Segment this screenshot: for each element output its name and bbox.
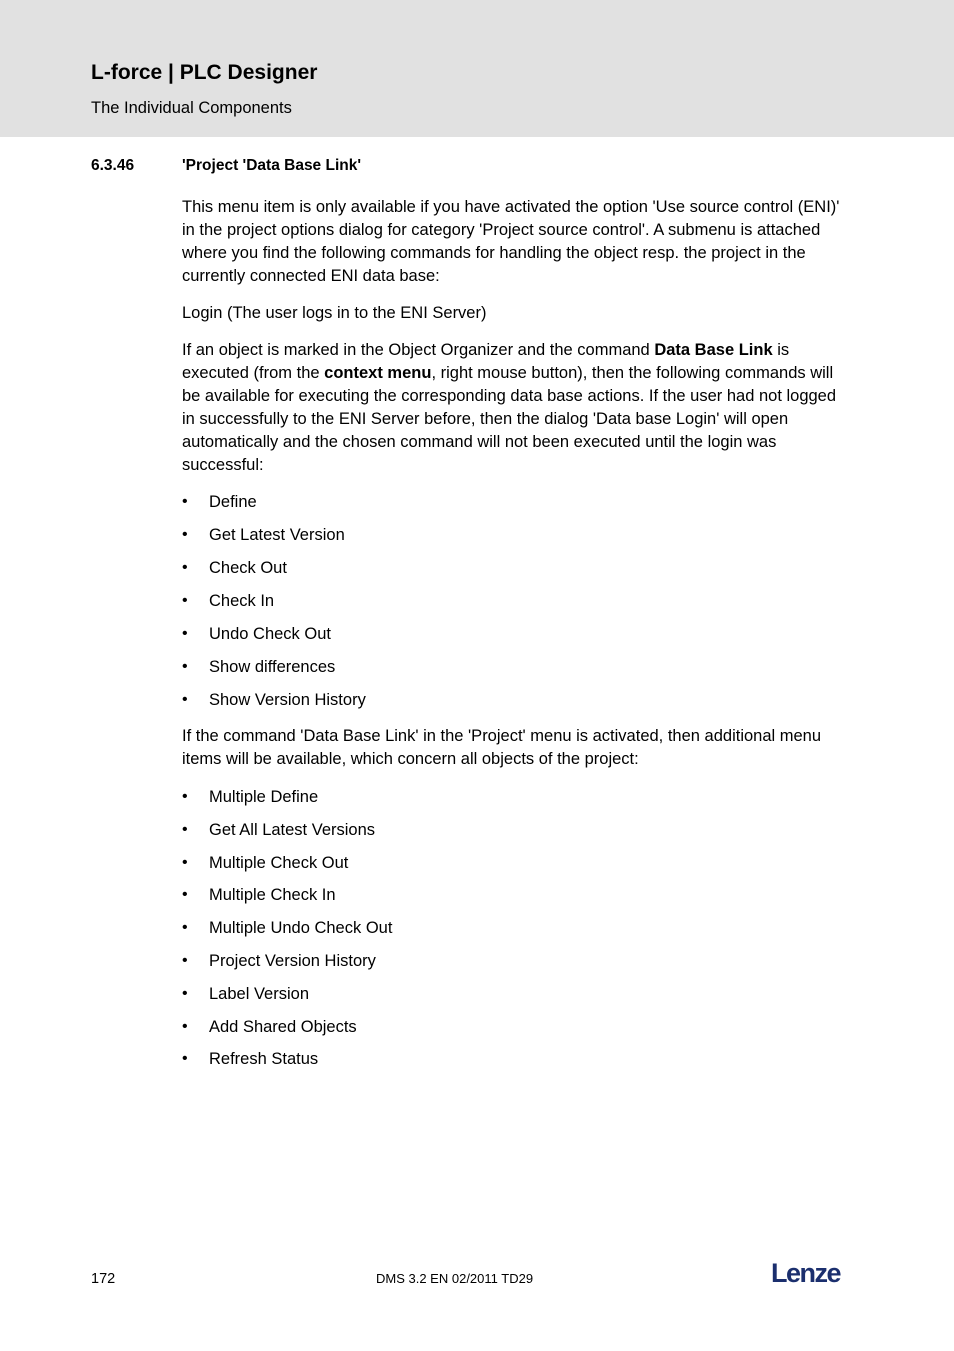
bullet-icon: •	[182, 625, 188, 642]
list-item-label: Multiple Define	[209, 788, 319, 806]
list-item-label: Show Version History	[209, 691, 366, 709]
project-commands-list	[182, 786, 842, 1081]
list-item	[182, 1048, 842, 1070]
list-item	[182, 689, 842, 711]
list-item	[182, 884, 842, 906]
list-item-label: Multiple Check Out	[209, 853, 349, 872]
list-item	[182, 656, 842, 678]
list-item-label: Get All Latest Versions	[209, 820, 376, 839]
bullet-icon: •	[182, 1050, 188, 1068]
bullet-icon: •	[182, 1017, 188, 1035]
list-item-label: Multiple Undo Check Out	[209, 919, 393, 938]
list-item-label: Project Version History	[209, 951, 376, 970]
bullet-icon: •	[182, 493, 188, 510]
list-item	[182, 786, 842, 808]
list-item-label: Refresh Status	[209, 1050, 319, 1069]
bullet-icon: •	[182, 658, 188, 675]
list-item	[182, 950, 842, 972]
page-number: 172	[91, 1271, 116, 1287]
list-item-label: Multiple Check In	[209, 886, 336, 905]
bullet-icon: •	[182, 951, 188, 969]
list-item-label: Show differences	[209, 658, 336, 676]
intro-paragraph: This menu item is only available if you have activated the option 'Use source control (ENI)' in the project options dialog for category 'Project source control'. A submenu is attached where you find the following commands for handling the object resp. the project in the currently connected ENI data base:	[182, 198, 840, 285]
bullet-icon: •	[182, 820, 188, 838]
bullet-icon: •	[182, 691, 188, 708]
list-item	[182, 590, 842, 612]
list-item	[182, 491, 842, 513]
list-item-label: Define	[209, 493, 257, 511]
object-commands-list	[182, 491, 842, 722]
list-item	[182, 1016, 842, 1038]
document-subtitle: The Individual Components	[91, 99, 292, 117]
text-run: is executed (from the	[182, 341, 790, 382]
list-item-label: Add Shared Objects	[209, 1017, 357, 1036]
lenze-logo	[770, 1255, 850, 1289]
login-paragraph: Login (The user logs in to the ENI Server)	[182, 304, 487, 322]
list-item-label: Get Latest Version	[209, 526, 345, 544]
list-item	[182, 524, 842, 546]
bullet-icon: •	[182, 919, 188, 937]
logo-text: Lenze	[771, 1258, 841, 1288]
list-item-label: Check In	[209, 592, 275, 610]
list-item	[182, 623, 842, 645]
object-commands-paragraph	[182, 339, 847, 477]
bullet-icon: •	[182, 559, 188, 576]
list-item	[182, 819, 842, 841]
bullet-icon: •	[182, 592, 188, 609]
section-title: 'Project 'Data Base Link'	[182, 157, 362, 174]
bullet-icon: •	[182, 526, 188, 543]
list-item-label: Check Out	[209, 559, 287, 577]
document-code: DMS 3.2 EN 02/2011 TD29	[376, 1271, 534, 1286]
bold-term-context-menu: context menu	[324, 364, 432, 382]
list-item-label: Undo Check Out	[209, 625, 331, 643]
list-item	[182, 557, 842, 579]
project-menu-paragraph: If the command 'Data Base Link' in the 'Project' menu is activated, then additional menu items will be available, which concern all objects of the project:	[182, 727, 822, 768]
list-item	[182, 852, 842, 874]
list-item	[182, 983, 842, 1005]
bold-term-data-base-link: Data Base Link	[654, 341, 773, 359]
text-run: If an object is marked in the Object Organizer and the command	[182, 341, 655, 359]
bullet-icon: •	[182, 984, 188, 1002]
list-item	[182, 917, 842, 939]
bullet-icon: •	[182, 853, 188, 871]
section-number: 6.3.46	[91, 157, 135, 174]
text-run: , right mouse button), then the following commands will be available for executing the corresponding data base actions. If the user had not logged in successfully to the ENI Server before, then the dialog 'Data base Login' will open automatically and the chosen command will not been executed until the login was successful:	[182, 364, 837, 474]
document-title: L-force | PLC Designer	[91, 61, 318, 84]
list-item-label: Label Version	[209, 984, 309, 1003]
bullet-icon: •	[182, 788, 188, 805]
bullet-icon: •	[182, 886, 188, 904]
